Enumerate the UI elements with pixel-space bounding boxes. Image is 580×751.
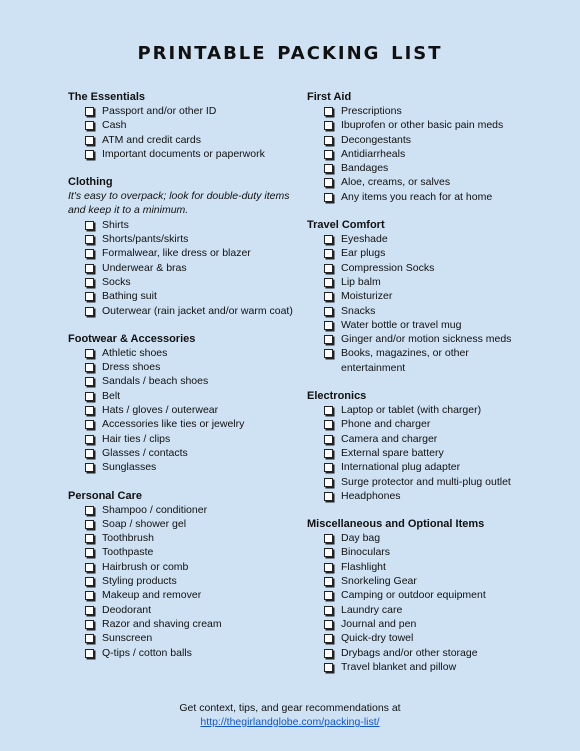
- footer-text: Get context, tips, and gear recommendations at: [179, 702, 401, 714]
- checkbox-icon[interactable]: [85, 563, 94, 572]
- section-heading: Footwear & Accessories: [68, 332, 196, 345]
- checklist-item: [68, 133, 308, 147]
- checkbox-icon[interactable]: [85, 606, 94, 615]
- footer: [0, 701, 580, 729]
- checklist-item: [68, 417, 308, 431]
- checklist-item-label: Snorkeling Gear: [341, 575, 417, 588]
- checklist-item-label: Sandals / beach shoes: [102, 375, 209, 388]
- checkbox-icon[interactable]: [85, 377, 94, 386]
- checkbox-icon[interactable]: [324, 606, 333, 615]
- checkbox-icon[interactable]: [324, 478, 333, 487]
- checkbox-icon[interactable]: [85, 548, 94, 557]
- checklist-item: [68, 588, 308, 602]
- checklist-item-label: Shorts/pants/skirts: [102, 233, 189, 246]
- checklist-item-label: Binoculars: [341, 546, 391, 559]
- checklist-item: [68, 389, 308, 403]
- checklist-item-label: Soap / shower gel: [102, 517, 187, 530]
- checklist-item: [68, 517, 308, 531]
- checklist-item: [68, 560, 308, 574]
- checkbox-icon[interactable]: [85, 221, 94, 230]
- checkbox-icon[interactable]: [85, 150, 94, 159]
- checklist-item: [307, 660, 532, 674]
- checkbox-icon[interactable]: [324, 349, 333, 358]
- checklist-item-label: Compression Socks: [341, 261, 435, 274]
- section-heading: The Essentials: [68, 91, 146, 103]
- checklist-item: [307, 246, 532, 260]
- checkbox-icon[interactable]: [324, 321, 333, 330]
- checklist-item-label: Shampoo / conditioner: [102, 503, 208, 516]
- checklist-item-label: Razor and shaving cream: [102, 617, 222, 630]
- checkbox-icon[interactable]: [85, 620, 94, 629]
- checklist-item: [68, 261, 308, 275]
- checklist-item-label: Snacks: [341, 304, 376, 317]
- checkbox-icon[interactable]: [85, 435, 94, 444]
- checkbox-icon[interactable]: [324, 548, 333, 557]
- checkbox-icon[interactable]: [85, 363, 94, 372]
- checklist: [307, 104, 532, 204]
- checklist-item-label: Athletic shoes: [102, 346, 168, 359]
- checklist-item: [68, 646, 308, 660]
- checklist-item-label: Travel blanket and pillow: [341, 660, 457, 673]
- checklist-item: [68, 617, 308, 631]
- checklist-item-label: Ibuprofen or other basic pain meds: [341, 119, 504, 132]
- checklist-item: [68, 403, 308, 417]
- checklist-item: [68, 246, 308, 260]
- checklist-item: [307, 289, 532, 303]
- checklist-item: [307, 475, 532, 489]
- checklist-item-label: Water bottle or travel mug: [341, 318, 462, 331]
- checkbox-icon[interactable]: [85, 107, 94, 116]
- checklist: [307, 232, 532, 375]
- checklist-item: [68, 232, 308, 246]
- checkbox-icon[interactable]: [324, 150, 333, 159]
- checklist-item-label: Laundry care: [341, 603, 403, 616]
- checkbox-icon[interactable]: [324, 563, 333, 572]
- checkbox-icon[interactable]: [85, 121, 94, 130]
- checklist-item-label: Phone and charger: [341, 418, 431, 431]
- checkbox-icon[interactable]: [85, 449, 94, 458]
- checklist-item-label: Passport and/or other ID: [102, 105, 217, 117]
- checklist-item: [307, 545, 532, 559]
- checkbox-icon[interactable]: [324, 420, 333, 429]
- checklist-item-label: ATM and credit cards: [102, 133, 202, 146]
- checklist-item-label: Journal and pen: [341, 617, 417, 630]
- checkbox-icon[interactable]: [85, 264, 94, 273]
- checkbox-icon[interactable]: [85, 392, 94, 401]
- checkbox-icon[interactable]: [85, 292, 94, 301]
- checklist-item-label: Q-tips / cotton balls: [102, 646, 192, 659]
- checklist-item-label: Antidiarrheals: [341, 147, 406, 160]
- checkbox-icon[interactable]: [324, 577, 333, 586]
- checkbox-icon[interactable]: [324, 292, 333, 301]
- checklist-item-label: Formalwear, like dress or blazer: [102, 247, 251, 260]
- checklist-item: [307, 104, 532, 118]
- checklist-item-label: Surge protector and multi-plug outlet: [341, 475, 511, 488]
- checklist-item-label: Moisturizer: [341, 290, 393, 303]
- checklist-item: [307, 560, 532, 574]
- section-miscellaneous-and-optional-items: [307, 517, 532, 674]
- checkbox-icon[interactable]: [324, 463, 333, 472]
- checkbox-icon[interactable]: [85, 634, 94, 643]
- checkbox-icon[interactable]: [85, 420, 94, 429]
- checklist-item: [68, 346, 308, 360]
- checklist-item: [68, 104, 308, 118]
- checklist-item: [68, 531, 308, 545]
- section-heading: Clothing: [68, 176, 113, 189]
- checkbox-icon[interactable]: [324, 335, 333, 344]
- checkbox-icon[interactable]: [324, 406, 333, 415]
- section-note: It's easy to overpack; look for double-duty items and keep it to a minimum.: [68, 190, 290, 217]
- checkbox-icon[interactable]: [324, 492, 333, 501]
- checklist-item-label: Shirts: [102, 218, 129, 231]
- checklist-item-label: Hairbrush or comb: [102, 560, 189, 573]
- checkbox-icon[interactable]: [324, 121, 333, 130]
- checkbox-icon[interactable]: [324, 620, 333, 629]
- checklist-item: [307, 460, 532, 474]
- checklist-item: [307, 261, 532, 275]
- checkbox-icon[interactable]: [324, 164, 333, 173]
- checklist-item-label: Day bag: [341, 532, 381, 545]
- checklist-item-label: Prescriptions: [341, 105, 402, 117]
- checklist-item-label: External spare battery: [341, 446, 444, 459]
- checklist-item-label: International plug adapter: [341, 461, 461, 474]
- checkbox-icon[interactable]: [324, 663, 333, 672]
- checklist-item: [307, 432, 532, 446]
- checkbox-icon[interactable]: [324, 591, 333, 600]
- checkbox-icon[interactable]: [324, 193, 333, 202]
- section-footwear-accessories: [68, 332, 308, 475]
- checklist-item-label: Makeup and remover: [102, 589, 202, 602]
- checklist-item: [68, 289, 308, 303]
- checklist-item: [68, 603, 308, 617]
- checklist: [68, 346, 308, 475]
- checklist-item: [307, 346, 532, 375]
- checkbox-icon[interactable]: [324, 235, 333, 244]
- checklist-item: [307, 446, 532, 460]
- checklist-item: [307, 332, 532, 346]
- checklist-item-label: Quick-dry towel: [341, 632, 414, 645]
- checklist-item: [307, 161, 532, 175]
- checklist-item: [68, 545, 308, 559]
- checklist-item-label: Aloe, creams, or salves: [341, 176, 451, 189]
- checklist-item-label: Ear plugs: [341, 247, 386, 260]
- checklist-item-label: Dress shoes: [102, 361, 161, 374]
- checkbox-icon[interactable]: [85, 506, 94, 515]
- checkbox-icon[interactable]: [324, 136, 333, 145]
- checkbox-icon[interactable]: [85, 649, 94, 658]
- checkbox-icon[interactable]: [324, 278, 333, 287]
- checkbox-icon[interactable]: [85, 278, 94, 287]
- checklist-item: [68, 304, 308, 318]
- right-column: [307, 90, 532, 688]
- checkbox-icon[interactable]: [85, 406, 94, 415]
- checkbox-icon[interactable]: [324, 307, 333, 316]
- checklist-item: [68, 574, 308, 588]
- checkbox-icon[interactable]: [85, 136, 94, 145]
- section-heading: Miscellaneous and Optional Items: [307, 518, 485, 531]
- checklist-item-label: Laptop or tablet (with charger): [341, 404, 482, 417]
- checkbox-icon[interactable]: [85, 463, 94, 472]
- checklist-item: [307, 232, 532, 246]
- checklist-item-label: Outerwear (rain jacket and/or warm coat): [102, 304, 293, 317]
- checklist-item-label: Any items you reach for at home: [341, 190, 493, 203]
- checklist: [68, 104, 308, 161]
- checkbox-icon[interactable]: [324, 435, 333, 444]
- checklist-item: [307, 631, 532, 645]
- checklist-item-label: Flashlight: [341, 560, 386, 573]
- checklist-item: [307, 646, 532, 660]
- checklist: [68, 218, 308, 318]
- checklist-item: [68, 374, 308, 388]
- checklist-item: [307, 588, 532, 602]
- checklist-item-label: Books, magazines, or other entertainment: [341, 347, 469, 374]
- checklist-item: [68, 360, 308, 374]
- checklist-item-label: Socks: [102, 275, 131, 288]
- checklist: [307, 531, 532, 674]
- checklist-item-label: Drybags and/or other storage: [341, 646, 478, 659]
- checkbox-icon[interactable]: [324, 249, 333, 258]
- checklist-item: [68, 460, 308, 474]
- section-travel-comfort: [307, 218, 532, 375]
- checkbox-icon[interactable]: [85, 349, 94, 358]
- checklist-item-label: Eyeshade: [341, 233, 388, 246]
- section-heading: Electronics: [307, 390, 367, 403]
- checklist-item: [307, 489, 532, 503]
- section-clothing: [68, 175, 308, 318]
- section-heading: Personal Care: [68, 489, 142, 502]
- checklist-item: [307, 617, 532, 631]
- checkbox-icon[interactable]: [324, 649, 333, 658]
- checklist-item: [307, 403, 532, 417]
- checklist-item-label: Lip balm: [341, 275, 381, 288]
- checklist-item-label: Toothpaste: [102, 546, 154, 559]
- checklist-item: [307, 175, 532, 189]
- checklist-item-label: Bandages: [341, 162, 389, 175]
- checklist-item-label: Ginger and/or motion sickness meds: [341, 333, 512, 346]
- checklist-item-label: Styling products: [102, 575, 177, 588]
- footer-link[interactable]: http://thegirlandglobe.com/packing-list/: [200, 716, 380, 728]
- checkbox-icon[interactable]: [324, 449, 333, 458]
- checklist-item: [307, 275, 532, 289]
- checklist-item-label: Underwear & bras: [102, 261, 187, 274]
- checklist-item-label: Decongestants: [341, 133, 412, 146]
- checklist-item: [307, 147, 532, 161]
- checklist-item: [68, 503, 308, 517]
- checklist-item: [68, 275, 308, 289]
- checklist-item-label: Sunglasses: [102, 461, 157, 474]
- checkbox-icon[interactable]: [85, 307, 94, 316]
- section-electronics: [307, 389, 532, 503]
- checklist: [68, 503, 308, 660]
- checklist-item-label: Hats / gloves / outerwear: [102, 404, 219, 417]
- section-heading: Travel Comfort: [307, 219, 385, 232]
- checklist-item-label: Important documents or paperwork: [102, 147, 265, 160]
- checkbox-icon[interactable]: [85, 534, 94, 543]
- section-heading: First Aid: [307, 91, 352, 103]
- checklist-item-label: Hair ties / clips: [102, 432, 171, 445]
- left-column: [68, 90, 308, 674]
- checkbox-icon[interactable]: [85, 591, 94, 600]
- checklist-item: [68, 147, 308, 161]
- checklist-item: [68, 118, 308, 132]
- checklist: [307, 403, 532, 503]
- checklist-item: [307, 304, 532, 318]
- checkbox-icon[interactable]: [324, 107, 333, 116]
- checkbox-icon[interactable]: [324, 264, 333, 273]
- checklist-item: [307, 318, 532, 332]
- page-title: printable packing list: [137, 36, 443, 65]
- checklist-item-label: Camping or outdoor equipment: [341, 589, 486, 602]
- checklist-item-label: Camera and charger: [341, 432, 438, 445]
- section-the-essentials: [68, 90, 308, 161]
- checklist-item: [307, 531, 532, 545]
- checklist-item-label: Belt: [102, 389, 121, 402]
- checklist-item: [307, 190, 532, 204]
- checkbox-icon[interactable]: [85, 577, 94, 586]
- checklist-item-label: Bathing suit: [102, 290, 157, 303]
- checklist-item: [307, 417, 532, 431]
- checklist-item: [68, 218, 308, 232]
- checklist-item: [307, 133, 532, 147]
- checklist-item-label: Glasses / contacts: [102, 446, 188, 459]
- checkbox-icon[interactable]: [324, 534, 333, 543]
- checklist-item-label: Toothbrush: [102, 532, 154, 545]
- checklist-item-label: Sunscreen: [102, 632, 153, 645]
- checkbox-icon[interactable]: [85, 520, 94, 529]
- checklist-item: [68, 446, 308, 460]
- checkbox-icon[interactable]: [85, 249, 94, 258]
- checkbox-icon[interactable]: [324, 178, 333, 187]
- checklist-item: [307, 118, 532, 132]
- checklist-item: [307, 603, 532, 617]
- section-personal-care: [68, 489, 308, 660]
- checkbox-icon[interactable]: [324, 634, 333, 643]
- checklist-item: [68, 631, 308, 645]
- checklist-item-label: Deodorant: [102, 603, 152, 616]
- checklist-item-label: Cash: [102, 119, 127, 132]
- checklist-item: [307, 574, 532, 588]
- checklist-item: [68, 432, 308, 446]
- section-first-aid: [307, 90, 532, 204]
- checkbox-icon[interactable]: [85, 235, 94, 244]
- checklist-item-label: Accessories like ties or jewelry: [102, 418, 245, 431]
- checklist-item-label: Headphones: [341, 489, 401, 502]
